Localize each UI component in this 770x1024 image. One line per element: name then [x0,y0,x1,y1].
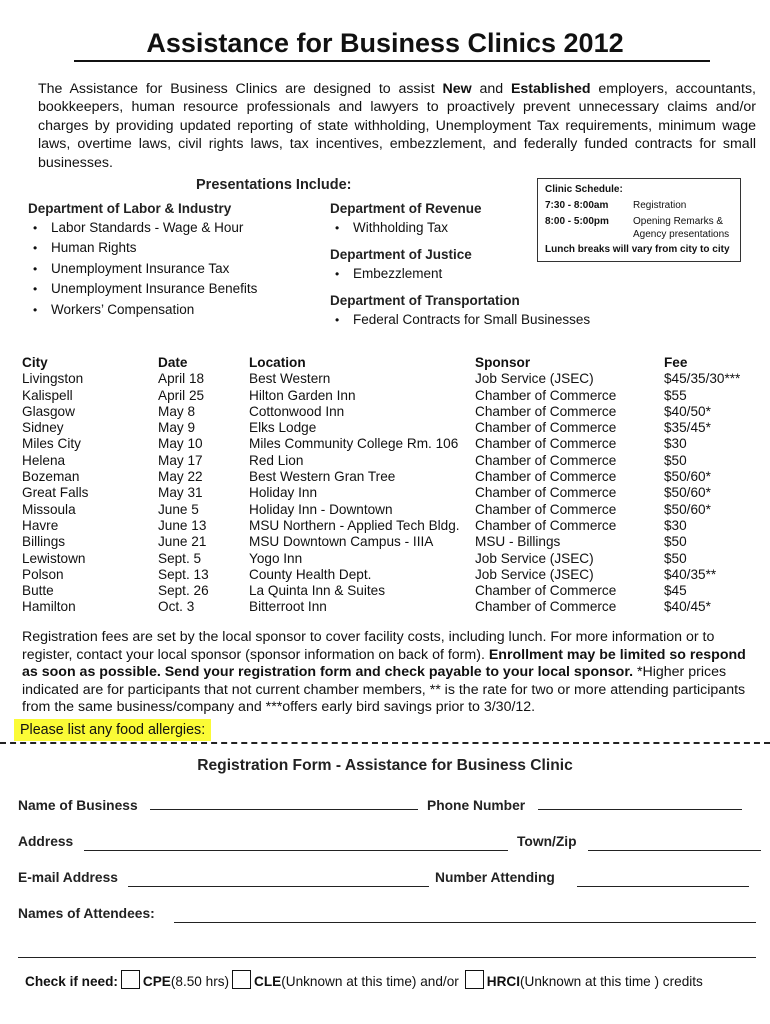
food-allergy-prompt: Please list any food allergies: [14,719,211,741]
cell-sponsor: Job Service (JSEC) [475,371,594,387]
cell-date: May 10 [158,436,203,452]
dept-justice-title: Department of Justice [330,247,472,262]
cell-sponsor: Chamber of Commerce [475,469,617,485]
cell-city: Helena [22,452,66,468]
cell-location: Miles Community College Rm. 106 [249,436,459,452]
cell-city: Havre [22,517,59,533]
cpe-label: CPE [142,974,171,989]
cell-fee: $40/35** [664,566,717,582]
attendees-field[interactable] [174,922,756,923]
dept-transportation-title: Department of Transportation [330,293,520,308]
town-zip-field[interactable] [588,850,761,851]
registration-note-bold: Enrollment may be limited so respond as soon as possible. Send your registration form and check payable to your local sponsor. [22,646,746,681]
cell-date: May 31 [158,485,203,501]
number-attending-label: Number Attending [435,870,555,885]
cell-location: Best Western Gran Tree [249,469,396,485]
cell-city: Miles City [22,436,81,452]
list-item: • Workers’ Compensation [28,300,257,320]
cell-sponsor: Chamber of Commerce [475,501,617,517]
header-sponsor: Sponsor [475,355,531,370]
cell-fee: $50 [664,452,687,468]
cell-city: Polson [22,566,64,582]
cell-location: Red Lion [249,452,304,468]
schedule-lunch-note: Lunch breaks will vary from city to city [545,244,730,255]
business-name-field[interactable] [150,809,418,810]
cell-location: Best Western [249,371,331,387]
email-label: E-mail Address [18,870,118,885]
cell-date: April 18 [158,371,205,387]
cell-fee: $55 [664,387,687,403]
cle-detail: (Unknown at this time) and/or [281,974,459,989]
intro-text-2: employers, accountants, bookkeepers, human resource professionals and lawyers to proactively prevent unnecessary claims and/or charges by providing updated reporting of state withholding, Unemployment Tax requirements, minimum wage laws, overtime laws, civil rights laws, tax incentives, embezzlement, and federally funded contracts for small businesses. [38,81,756,171]
intro-text-1: The Assistance for Business Clinics are designed to assist [38,81,443,97]
cell-sponsor: Chamber of Commerce [475,485,617,501]
cell-location: MSU Downtown Campus - IIIA [249,534,434,550]
town-zip-label: Town/Zip [517,834,577,849]
phone-number-label: Phone Number [427,798,526,813]
cell-city: Lewistown [22,550,86,566]
cut-line [0,742,770,744]
dept-justice-list [330,264,472,284]
dept-labor-list [28,218,257,320]
schedule-desc: Registration [633,200,687,211]
list-item: • Embezzlement [330,264,472,284]
hrci-checkbox[interactable] [465,970,484,989]
presentations-heading: Presentations Include: [196,177,352,193]
email-field[interactable] [128,886,429,887]
cell-city: Great Falls [22,485,89,501]
cell-date: May 17 [158,452,203,468]
schedule-desc-2: Agency presentations [633,229,730,240]
check-if-need-label: Check if need: [25,974,118,989]
list-item: • Unemployment Insurance Benefits [28,279,257,299]
address-label: Address [18,834,74,849]
phone-number-field[interactable] [538,809,742,810]
cell-fee: $45/35/30*** [664,371,741,387]
hrci-detail: (Unknown at this time ) credits [520,974,703,989]
attendees-field-line-2[interactable] [18,957,756,958]
cell-date: April 25 [158,387,205,403]
attendees-label: Names of Attendees: [18,906,155,921]
cell-date: Sept. 13 [158,566,209,582]
cell-location: Bitterroot Inn [249,599,327,615]
header-city: City [22,355,48,370]
cle-label: CLE [254,974,282,989]
registration-note [22,629,752,717]
credits-checkbox-row [25,970,703,989]
dept-labor-section [28,201,257,320]
cpe-detail: (8.50 hrs) [170,974,230,989]
cle-checkbox[interactable] [232,970,251,989]
cell-fee: $50 [664,550,687,566]
cell-sponsor: Chamber of Commerce [475,599,617,615]
cell-city: Butte [22,583,54,599]
cell-location: Yogo Inn [249,550,303,566]
schedule-time: 8:00 - 5:00pm [545,216,609,227]
schedule-title: Clinic Schedule: [545,184,623,195]
cell-location: Cottonwood Inn [249,403,345,419]
cell-city: Hamilton [22,599,76,615]
cell-location: Elks Lodge [249,420,317,436]
cell-city: Sidney [22,420,64,436]
cell-sponsor: Chamber of Commerce [475,452,617,468]
business-name-label: Name of Business [18,798,138,813]
cell-date: June 5 [158,501,199,517]
number-attending-field[interactable] [577,886,749,887]
schedule-time: 7:30 - 8:00am [545,200,609,211]
registration-note-text-1: Registration fees are set by the local sponsor to cover facility costs, including lunch. For more information or to register, contact your local sponsor (sponsor information on back of form). [22,629,715,663]
cell-fee: $50/60* [664,501,711,517]
dept-labor-title: Department of Labor & Industry [28,201,232,216]
cell-city: Missoula [22,501,76,517]
intro-paragraph [38,80,756,172]
cell-sponsor: MSU - Billings [475,534,561,550]
cell-city: Livingston [22,371,84,387]
title-underline [74,60,710,62]
header-date: Date [158,355,188,370]
intro-new: New [442,81,472,97]
cell-fee: $40/50* [664,403,711,419]
registration-note-text-2: *Higher prices indicated are for participants that not current chamber members, ** is the rate for two or more attending participants from the same business/company and ***offers early bird savings prior to 3/30/12. [22,664,746,716]
cell-sponsor: Chamber of Commerce [475,420,617,436]
cell-fee: $50 [664,534,687,550]
page-title: Assistance for Business Clinics 2012 [146,28,624,58]
cell-sponsor: Job Service (JSEC) [475,566,594,582]
list-item: • Federal Contracts for Small Businesses [330,310,590,330]
cell-fee: $45 [664,583,687,599]
schedule-desc: Opening Remarks & [633,216,724,227]
cell-city: Billings [22,534,66,550]
list-item: • Human Rights [28,238,257,258]
cell-sponsor: Chamber of Commerce [475,436,617,452]
cell-sponsor: Chamber of Commerce [475,517,617,533]
cell-sponsor: Chamber of Commerce [475,583,617,599]
cell-city: Kalispell [22,387,73,403]
header-location: Location [249,355,306,370]
cell-date: Sept. 5 [158,550,202,566]
form-title: Registration Form - Assistance for Business Clinic [197,757,573,774]
cell-fee: $50/60* [664,469,711,485]
cell-location: County Health Dept. [249,566,372,582]
list-item: • Withholding Tax [330,218,482,238]
hrci-label: HRCI [486,974,521,989]
cell-location: MSU Northern - Applied Tech Bldg. [249,517,460,533]
cell-city: Glasgow [22,403,75,419]
cell-fee: $35/45* [664,420,711,436]
cell-location: Holiday Inn - Downtown [249,501,393,517]
cell-location: Holiday Inn [249,485,318,501]
cell-location: Hilton Garden Inn [249,387,356,403]
intro-established: Established [510,81,591,97]
cell-date: June 13 [158,517,207,533]
address-field[interactable] [84,850,508,851]
cell-date: May 9 [158,420,196,436]
dept-transportation-list [330,310,590,330]
intro-and: and [471,81,511,97]
list-item: • Labor Standards - Wage & Hour [28,218,257,238]
cell-date: Sept. 26 [158,583,209,599]
dept-transportation-section [330,293,590,330]
cell-date: May 22 [158,469,203,485]
cell-sponsor: Job Service (JSEC) [475,550,594,566]
header-fee: Fee [664,355,688,370]
clinic-schedule-box [537,178,741,262]
dept-justice-section [330,247,472,284]
cell-fee: $30 [664,436,687,452]
list-item: • Unemployment Insurance Tax [28,259,257,279]
cell-fee: $50/60* [664,485,711,501]
dept-revenue-list [330,218,482,238]
cell-sponsor: Chamber of Commerce [475,387,617,403]
cell-date: Oct. 3 [158,599,195,615]
cell-sponsor: Chamber of Commerce [475,403,617,419]
cell-fee: $30 [664,517,687,533]
cell-date: June 21 [158,534,207,550]
cell-date: May 8 [158,403,196,419]
cell-location: La Quinta Inn & Suites [249,583,386,599]
dept-revenue-title: Department of Revenue [330,201,482,216]
cpe-checkbox[interactable] [121,970,140,989]
cell-city: Bozeman [22,469,80,485]
dept-revenue-section [330,201,482,238]
cell-fee: $40/45* [664,599,711,615]
